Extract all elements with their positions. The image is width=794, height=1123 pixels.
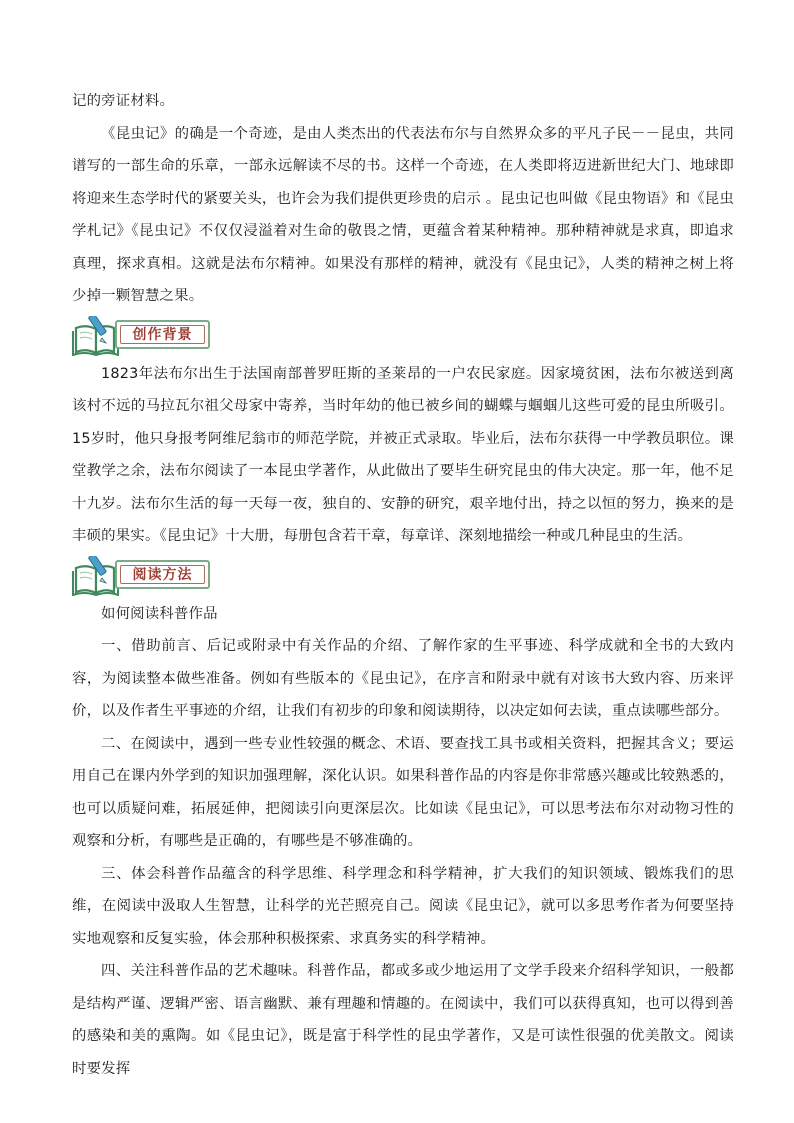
heading-label: 阅读方法: [120, 565, 205, 584]
method-paragraph-1: 一、借助前言、后记或附录中有关作品的介绍、了解作家的生平事迹、科学成就和全书的大致内容，为阅读整本做些准备。例如有些版本的《昆虫记》，在序言和附录中就有对该书大致内容、历来评价，以及作者生平事迹的介绍，让我们有初步的印象和阅读期待，以决定如何去读，重点读哪些部分。: [72, 638, 734, 719]
method-paragraph-2: 二、在阅读中，遇到一些专业性较强的概念、术语、要查找工具书或相关资料，把握其含义；要运用自己在课内外学到的知识加强理解，深化认识。如果科普作品的内容是你非常感兴趣或比较熟悉的，也可以质疑问难，拓展延伸，把阅读引向更深层次。比如读《昆虫记》，可以思考法布尔对动物习性的观察和分析，有哪些是正确的，有哪些是不够准确的。: [72, 735, 734, 849]
heading-badge: [70, 316, 220, 356]
document-body: [72, 85, 734, 1085]
section-heading-background: [70, 316, 734, 356]
paragraph-continuation: 记的旁证材料。: [72, 93, 175, 109]
heading-label-frame: [115, 320, 210, 349]
paragraph-background: 1823年法布尔出生于法国南部普罗旺斯的圣莱昂的一户农民家庭。因家境贫困，法布尔被送到离该村不远的马拉瓦尔祖父母家中寄养，当时年幼的他已被乡间的蝴蝶与蝈蝈儿这些可爱的昆虫所吸引。15岁时，他只身报考阿维尼翁市的师范学院，并被正式录取。毕业后，法布尔获得一中学教员职位。课堂教学之余，法布尔阅读了一本昆虫学著作，从此做出了要毕生研究昆虫的伟大决定。那一年，他不足十九岁。法布尔生活的每一天每一夜，独自的、安静的研究，艰辛地付出，持之以恒的努力，换来的是丰硕的果实。《昆虫记》十大册，每册包含若干章，每章详、深刻地描绘一种或几种昆虫的生活。: [72, 365, 734, 544]
heading-label-frame: [115, 560, 210, 589]
heading-label: 创作背景: [120, 325, 205, 344]
section-heading-method: [70, 556, 734, 596]
method-paragraph-4: 四、关注科普作品的艺术趣味。科普作品，都或多或少地运用了文学手段来介绍科学知识，一般都是结构严谨、逻辑严密、语言幽默、兼有理趣和情趣的。在阅读中，我们可以获得真知，也可以得到善的感染和美的熏陶。如《昆虫记》，既是富于科学性的昆虫学著作，又是可读性很强的优美散文。阅读时要发挥: [72, 963, 734, 1077]
method-paragraph-3: 三、体会科普作品蕴含的科学思维、科学理念和科学精神，扩大我们的知识领域、锻炼我们的思维，在阅读中汲取人生智慧，让科学的光芒照亮自己。阅读《昆虫记》，就可以多思考作者为何要坚持实地观察和反复实验，体会那种积极探索、求真务实的科学精神。: [72, 865, 734, 947]
heading-badge: [70, 556, 220, 596]
paragraph-miracle: 《昆虫记》的确是一个奇迹，是由人类杰出的代表法布尔与自然界众多的平凡子民－－昆虫，共同谱写的一部生命的乐章，一部永远解读不尽的书。这样一个奇迹，在人类即将迈进新世纪大门、地球即将迎来生态学时代的紧要关头，也许会为我们提供更珍贵的启示 。昆虫记也叫做《昆虫物语》和《昆虫学札记》《昆虫记》不仅仅浸溢着对生命的敬畏之情，更蕴含着某种精神。那种精神就是求真，即追求真理，探求真相。这就是法布尔精神。如果没有那样的精神，就没有《昆虫记》，人类的精神之树上将少掉一颗智慧之果。: [72, 125, 734, 304]
method-subtitle: 如何阅读科普作品: [101, 605, 218, 622]
